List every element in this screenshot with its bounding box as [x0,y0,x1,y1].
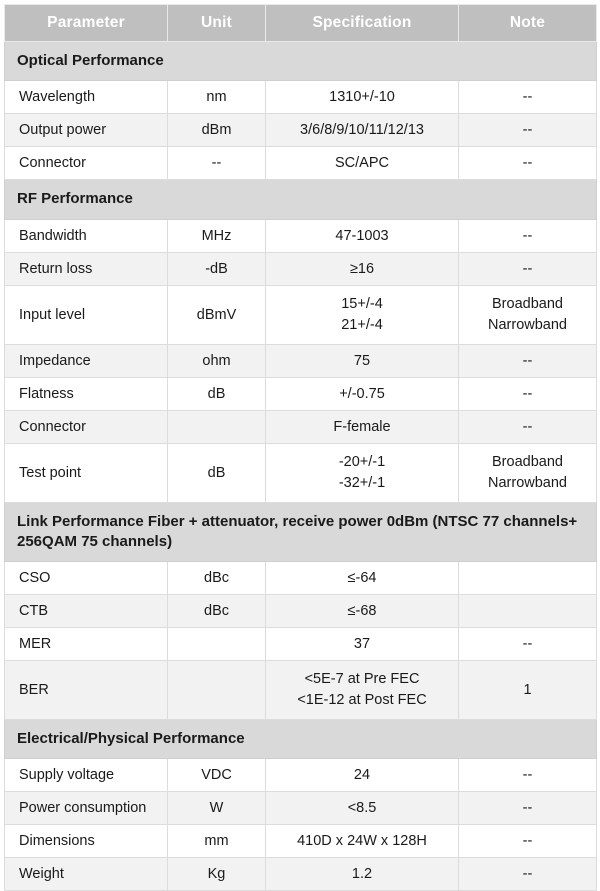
table-row [5,792,597,825]
cell-parameter: Power consumption [5,792,168,825]
cell-unit: dBc [168,562,266,595]
cell-parameter: Supply voltage [5,759,168,792]
cell-note: -- [459,628,597,661]
cell-unit [168,661,266,720]
cell-parameter: CSO [5,562,168,595]
cell-specification: -20+/-1 -32+/-1 [266,443,459,502]
table-row [5,285,597,344]
table-row [5,443,597,502]
table-row [5,595,597,628]
table-row [5,219,597,252]
column-header-parameter: Parameter [5,5,168,42]
cell-unit: dBc [168,595,266,628]
cell-note: -- [459,344,597,377]
cell-note: -- [459,759,597,792]
cell-parameter: Test point [5,443,168,502]
table-row [5,628,597,661]
cell-specification: +/-0.75 [266,377,459,410]
cell-note: 1 [459,661,597,720]
table-row [5,147,597,180]
cell-parameter: Output power [5,114,168,147]
cell-note: -- [459,252,597,285]
section-header-row [5,502,597,562]
table-row [5,858,597,891]
cell-unit: nm [168,81,266,114]
cell-specification: 410D x 24W x 128H [266,825,459,858]
cell-note: -- [459,858,597,891]
cell-unit: ohm [168,344,266,377]
column-header-note: Note [459,5,597,42]
table-header [5,5,597,42]
table-row [5,759,597,792]
cell-parameter: Input level [5,285,168,344]
specification-table [4,4,597,891]
cell-unit: -dB [168,252,266,285]
table-row [5,410,597,443]
cell-unit: dBmV [168,285,266,344]
cell-specification: SC/APC [266,147,459,180]
table-header-row [5,5,597,42]
cell-specification: <8.5 [266,792,459,825]
table-row [5,562,597,595]
section-header-label: Electrical/Physical Performance [5,720,597,759]
section-header-label: Link Performance Fiber + attenuator, receive power 0dBm (NTSC 77 channels+ 256QAM 75 channels) [5,502,597,562]
cell-specification: 3/6/8/9/10/11/12/13 [266,114,459,147]
cell-specification: 75 [266,344,459,377]
cell-unit [168,410,266,443]
cell-note: -- [459,81,597,114]
cell-unit: dB [168,443,266,502]
column-header-unit: Unit [168,5,266,42]
section-header-row [5,720,597,759]
cell-note: -- [459,114,597,147]
section-header-row [5,42,597,81]
cell-unit: -- [168,147,266,180]
cell-parameter: Dimensions [5,825,168,858]
cell-note: -- [459,377,597,410]
cell-parameter: CTB [5,595,168,628]
table-row [5,661,597,720]
table-row [5,81,597,114]
column-header-specification: Specification [266,5,459,42]
table-row [5,114,597,147]
cell-specification: F-female [266,410,459,443]
table-row [5,344,597,377]
cell-specification: 15+/-4 21+/-4 [266,285,459,344]
cell-note: -- [459,825,597,858]
section-header-label: Optical Performance [5,42,597,81]
cell-specification: 24 [266,759,459,792]
cell-parameter: Return loss [5,252,168,285]
cell-note [459,562,597,595]
cell-unit: dBm [168,114,266,147]
cell-specification: <5E-7 at Pre FEC <1E-12 at Post FEC [266,661,459,720]
cell-note: -- [459,147,597,180]
cell-specification: 47-1003 [266,219,459,252]
cell-parameter: BER [5,661,168,720]
cell-unit: MHz [168,219,266,252]
cell-specification: ≤-68 [266,595,459,628]
cell-specification: ≥16 [266,252,459,285]
cell-parameter: Weight [5,858,168,891]
cell-specification: 37 [266,628,459,661]
cell-parameter: Bandwidth [5,219,168,252]
cell-parameter: MER [5,628,168,661]
table-row [5,825,597,858]
section-header-row [5,180,597,219]
cell-parameter: Connector [5,147,168,180]
cell-unit: dB [168,377,266,410]
cell-parameter: Flatness [5,377,168,410]
cell-specification: 1.2 [266,858,459,891]
cell-note: Broadband Narrowband [459,443,597,502]
cell-note: -- [459,410,597,443]
cell-specification: 1310+/-10 [266,81,459,114]
cell-parameter: Wavelength [5,81,168,114]
cell-specification: ≤-64 [266,562,459,595]
cell-unit: VDC [168,759,266,792]
cell-note: Broadband Narrowband [459,285,597,344]
cell-note: -- [459,219,597,252]
table-row [5,252,597,285]
cell-unit: Kg [168,858,266,891]
cell-note: -- [459,792,597,825]
cell-parameter: Connector [5,410,168,443]
table-row [5,377,597,410]
cell-note [459,595,597,628]
table-body [5,42,597,891]
cell-unit: W [168,792,266,825]
section-header-label: RF Performance [5,180,597,219]
cell-unit [168,628,266,661]
cell-unit: mm [168,825,266,858]
cell-parameter: Impedance [5,344,168,377]
